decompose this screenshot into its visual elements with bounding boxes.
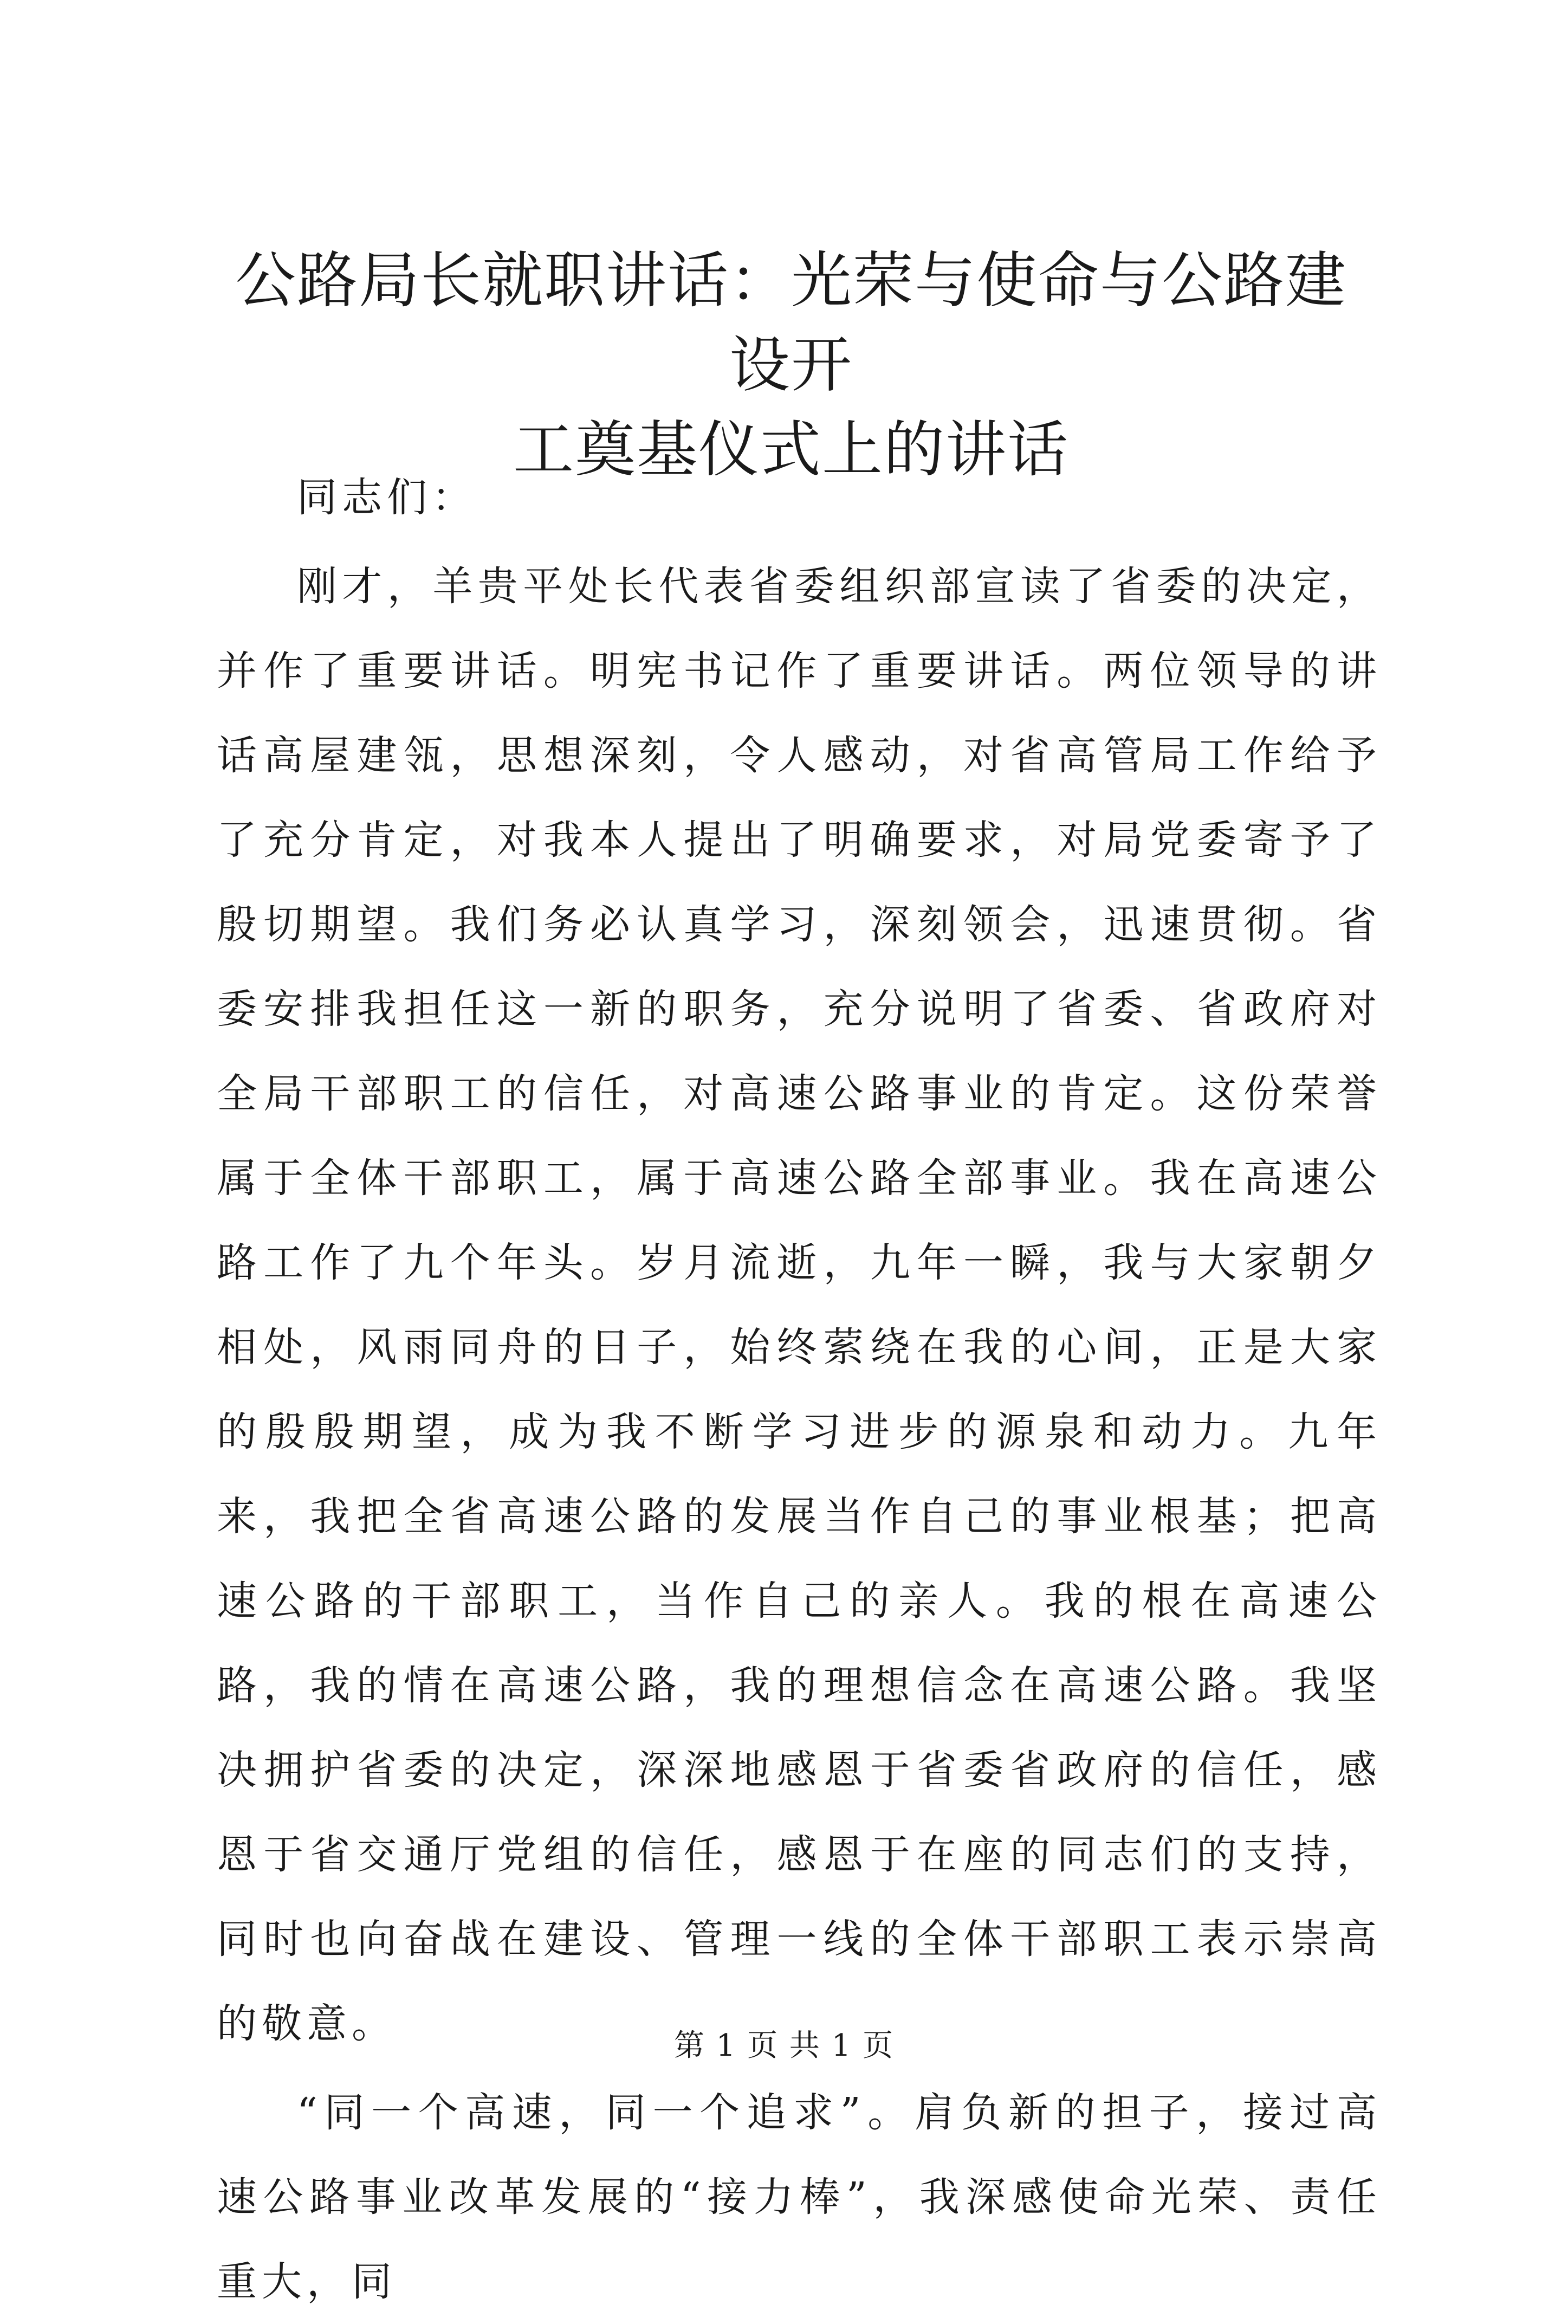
title-line-2: 工奠基仪式上的讲话 [513,415,1069,485]
document-title [206,238,1376,492]
paragraph-1: 刚才，羊贵平处长代表省委组织部宣读了省委的决定，并作了重要讲话。明宪书记作了重要讲话。两位领导的讲话高屋建瓴，思想深刻，令人感动，对省高管局工作给予了充分肯定，对我本人提出了明确要求，对局党委寄予了殷切期望。我们务必认真学习，深刻领会，迅速贯彻。省委安排我担任这一新的职务，充分说明了省委、省政府对全局干部职工的信任，对高速公路事业的肯定。这份荣誉属于全体干部职工，属于高速公路全部事业。我在高速公路工作了九个年头。岁月流逝，九年一瞬，我与大家朝夕相处，风雨同舟的日子，始终萦绕在我的心间，正是大家的殷殷期望，成为我不断学习进步的源泉和动力。九年来，我把全省高速公路的发展当作自己的事业根基；把高速公路的干部职工，当作自己的亲人。我的根在高速公路，我的情在高速公路，我的理想信念在高速公路。我坚决拥护省委的决定，深深地感恩于省委省政府的信任，感恩于省交通厅党组的信任，感恩于在座的同志们的支持，同时也向奋战在建设、管理一线的全体干部职工表示崇高的敬意。 [217,563,1382,2047]
title-line-1: 公路局长就职讲话：光荣与使命与公路建设开 [235,246,1347,401]
paragraph-2: “同一个高速，同一个追求”。肩负新的担子，接过高速公路事业改革发展的“接力棒”，我深感使命光荣、责任重大，同 [217,2089,1382,2305]
salutation: 同志们： [297,474,477,521]
page-footer: 第 1 页 共 1 页 [673,2028,895,2063]
